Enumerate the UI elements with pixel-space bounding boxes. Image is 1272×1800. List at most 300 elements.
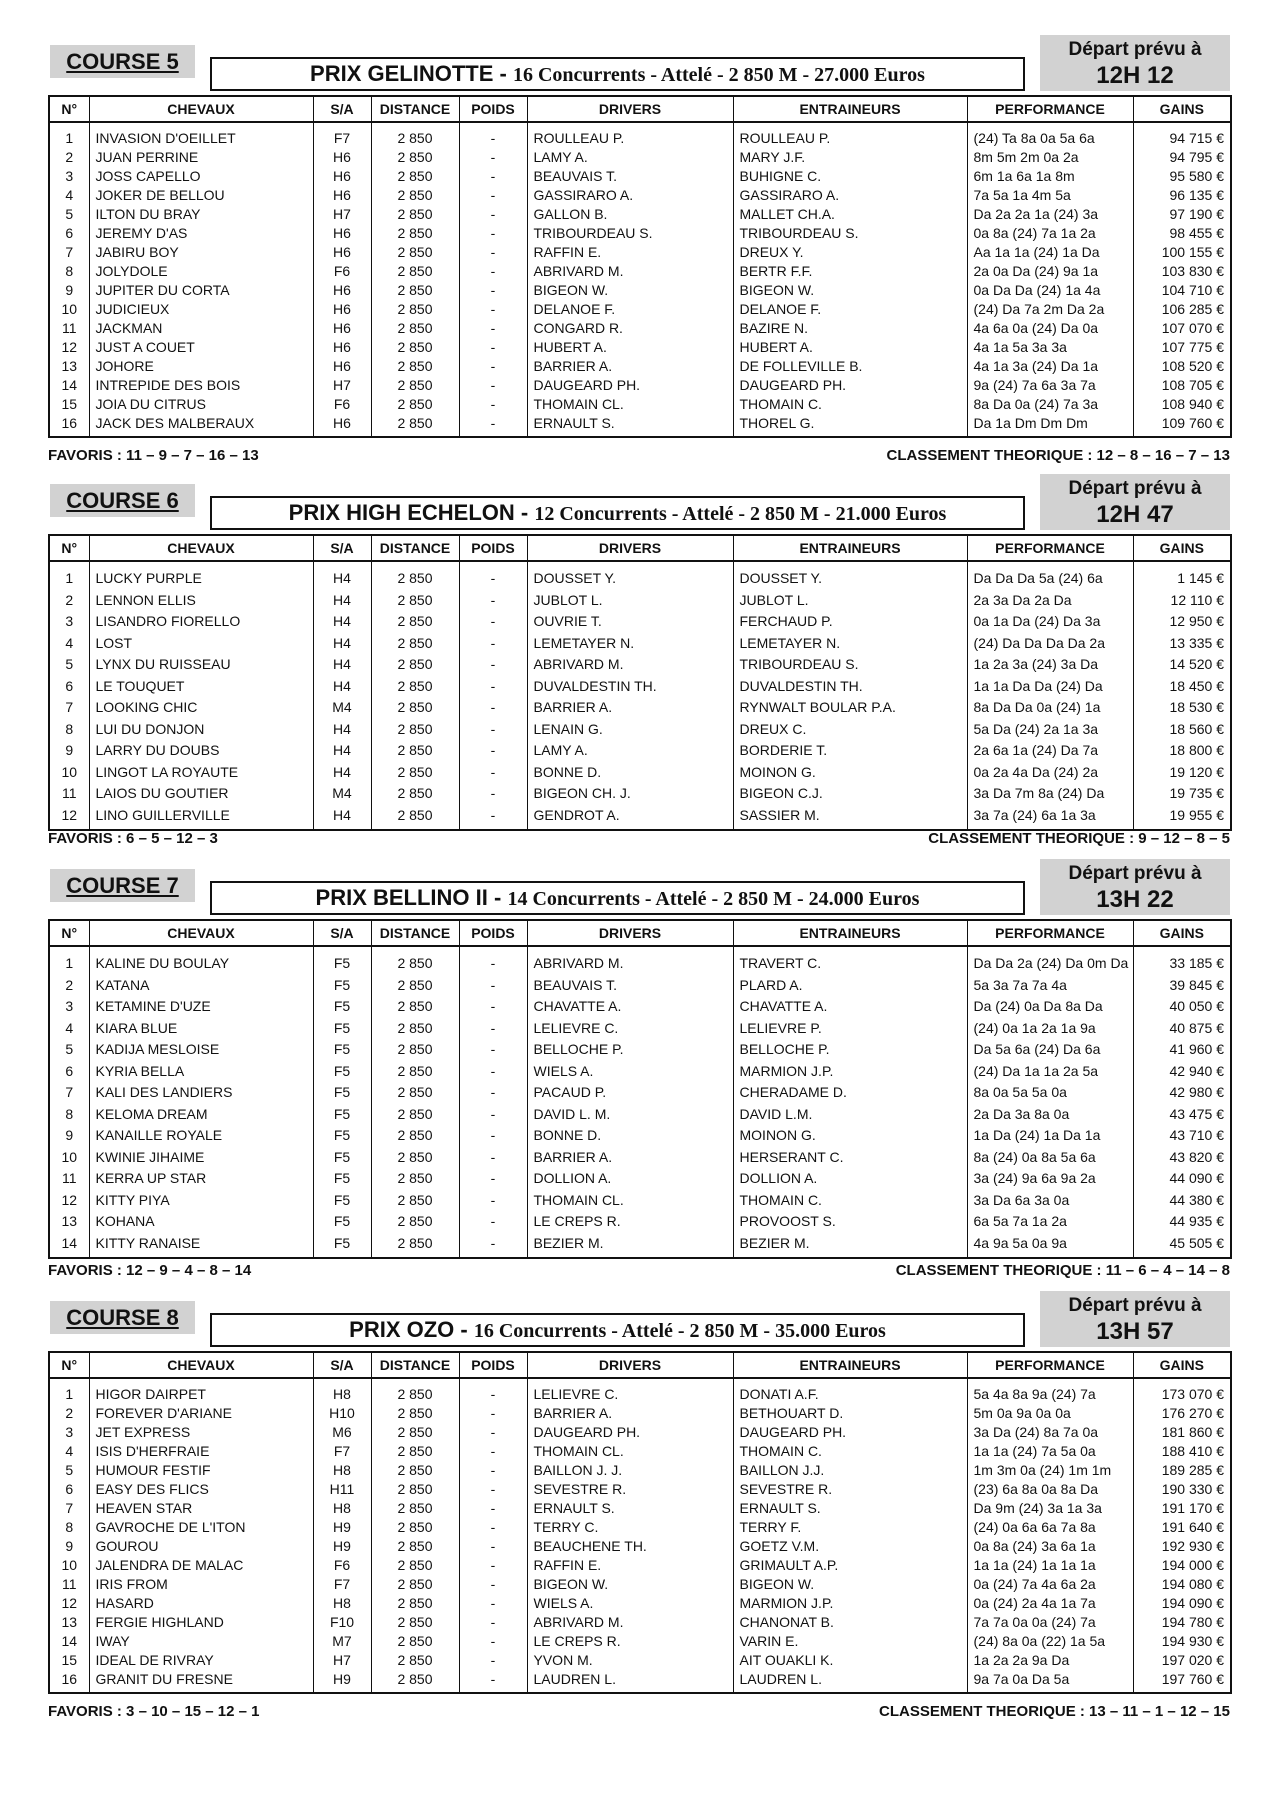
- sex-age: F5: [313, 1104, 371, 1126]
- performance: 0a Da Da (24) 1a 4a: [967, 281, 1133, 300]
- driver: BIGEON CH. J.: [527, 783, 733, 805]
- col-gains-header: GAINS: [1133, 920, 1231, 946]
- race-info: 16 Concurrents - Attelé - 2 850 M - 35.000 Euros: [473, 1320, 886, 1342]
- course-label: COURSE 6: [50, 484, 195, 517]
- sex-age: F7: [313, 122, 371, 148]
- performance: 3a Da 6a 3a 0a: [967, 1190, 1133, 1212]
- gains: 43 475 €: [1133, 1104, 1231, 1126]
- horse-name: KERRA UP STAR: [89, 1168, 313, 1190]
- sex-age: H6: [313, 319, 371, 338]
- trainer: MARMION J.P.: [733, 1061, 967, 1083]
- trainer: RYNWALT BOULAR P.A.: [733, 697, 967, 719]
- performance: Da Da 2a (24) Da 0m Da: [967, 946, 1133, 975]
- horse-name: LAIOS DU GOUTIER: [89, 783, 313, 805]
- horse-name: KITTY PIYA: [89, 1190, 313, 1212]
- driver: BAILLON J. J.: [527, 1461, 733, 1480]
- horse-name: KETAMINE D'UZE: [89, 996, 313, 1018]
- col-driver-header: DRIVERS: [527, 920, 733, 946]
- table-row: [49, 122, 1231, 148]
- gains: 96 135 €: [1133, 186, 1231, 205]
- gains: 100 155 €: [1133, 243, 1231, 262]
- trainer: SEVESTRE R.: [733, 1480, 967, 1499]
- gains: 19 120 €: [1133, 762, 1231, 784]
- driver: DAVID L. M.: [527, 1104, 733, 1126]
- start-time-label: Départ prévu à: [1068, 39, 1202, 60]
- driver: LAUDREN L.: [527, 1670, 733, 1693]
- performance: 6m 1a 6a 1a 8m: [967, 167, 1133, 186]
- sex-age: F5: [313, 1233, 371, 1259]
- driver: LEMETAYER N.: [527, 633, 733, 655]
- runner-number: 4: [49, 633, 89, 655]
- sex-age: F5: [313, 946, 371, 975]
- sex-age: F5: [313, 1061, 371, 1083]
- distance: 2 850: [371, 186, 459, 205]
- sex-age: F6: [313, 262, 371, 281]
- table-row: [49, 1082, 1231, 1104]
- runner-number: 10: [49, 1147, 89, 1169]
- start-time: 12H 12: [1096, 62, 1174, 89]
- performance: 7a 5a 1a 4m 5a: [967, 186, 1133, 205]
- gains: 173 070 €: [1133, 1378, 1231, 1404]
- table-row: [49, 1442, 1231, 1461]
- runner-number: 12: [49, 338, 89, 357]
- runner-number: 4: [49, 1018, 89, 1040]
- col-horse-header: CHEVAUX: [89, 535, 313, 561]
- performance: 0a 2a 4a Da (24) 2a: [967, 762, 1133, 784]
- performance: 5a Da (24) 2a 1a 3a: [967, 719, 1133, 741]
- performance: (24) Da 7a 2m Da 2a: [967, 300, 1133, 319]
- distance: 2 850: [371, 1575, 459, 1594]
- distance: 2 850: [371, 1632, 459, 1651]
- gains: 45 505 €: [1133, 1233, 1231, 1259]
- weight: -: [459, 719, 527, 741]
- sex-age: F6: [313, 395, 371, 414]
- col-weight-header: POIDS: [459, 920, 527, 946]
- horse-name: LISANDRO FIORELLO: [89, 611, 313, 633]
- table-row: [49, 1556, 1231, 1575]
- sex-age: H4: [313, 611, 371, 633]
- runner-number: 14: [49, 376, 89, 395]
- col-number-header: N°: [49, 96, 89, 122]
- trainer: BIGEON W.: [733, 1575, 967, 1594]
- performance: Da Da Da 5a (24) 6a: [967, 561, 1133, 590]
- gains: 18 450 €: [1133, 676, 1231, 698]
- weight: -: [459, 1211, 527, 1233]
- sex-age: H6: [313, 243, 371, 262]
- table-row: [49, 1061, 1231, 1083]
- horse-name: KALI DES LANDIERS: [89, 1082, 313, 1104]
- driver: BEAUVAIS T.: [527, 975, 733, 997]
- driver: BONNE D.: [527, 762, 733, 784]
- gains: 33 185 €: [1133, 946, 1231, 975]
- driver: BONNE D.: [527, 1125, 733, 1147]
- performance: 5m 0a 9a 0a 0a: [967, 1404, 1133, 1423]
- trainer: BAILLON J.J.: [733, 1461, 967, 1480]
- distance: 2 850: [371, 805, 459, 831]
- horse-name: INVASION D'OEILLET: [89, 122, 313, 148]
- start-time: 13H 22: [1096, 886, 1174, 913]
- performance: 8a (24) 0a 8a 5a 6a: [967, 1147, 1133, 1169]
- distance: 2 850: [371, 1378, 459, 1404]
- distance: 2 850: [371, 633, 459, 655]
- weight: -: [459, 281, 527, 300]
- driver: THOMAIN CL.: [527, 1190, 733, 1212]
- course-label: COURSE 7: [50, 869, 195, 902]
- performance: 5a 3a 7a 7a 4a: [967, 975, 1133, 997]
- sex-age: F5: [313, 1190, 371, 1212]
- table-row: [49, 633, 1231, 655]
- weight: -: [459, 376, 527, 395]
- trainer: MARMION J.P.: [733, 1594, 967, 1613]
- trainer: DOUSSET Y.: [733, 561, 967, 590]
- race-title-separator: -: [487, 885, 508, 910]
- runner-number: 10: [49, 762, 89, 784]
- weight: -: [459, 338, 527, 357]
- horse-name: LUI DU DONJON: [89, 719, 313, 741]
- course-label: COURSE 5: [50, 45, 195, 78]
- trainer: SASSIER M.: [733, 805, 967, 831]
- sex-age: F5: [313, 1039, 371, 1061]
- table-row: [49, 167, 1231, 186]
- distance: 2 850: [371, 719, 459, 741]
- table-row: [49, 338, 1231, 357]
- trainer: DE FOLLEVILLE B.: [733, 357, 967, 376]
- driver: YVON M.: [527, 1651, 733, 1670]
- performance: (24) Da 1a 1a 2a 5a: [967, 1061, 1133, 1083]
- weight: -: [459, 946, 527, 975]
- weight: -: [459, 186, 527, 205]
- col-gains-header: GAINS: [1133, 96, 1231, 122]
- sex-age: F5: [313, 1018, 371, 1040]
- col-horse-header: CHEVAUX: [89, 1352, 313, 1378]
- driver: CHAVATTE A.: [527, 996, 733, 1018]
- driver: WIELS A.: [527, 1594, 733, 1613]
- table-row: [49, 281, 1231, 300]
- horse-name: LINO GUILLERVILLE: [89, 805, 313, 831]
- trainer: MOINON G.: [733, 762, 967, 784]
- col-performance-header: PERFORMANCE: [967, 96, 1133, 122]
- runner-number: 10: [49, 1556, 89, 1575]
- runner-number: 16: [49, 1670, 89, 1693]
- trainer: LELIEVRE P.: [733, 1018, 967, 1040]
- horse-name: FOREVER D'ARIANE: [89, 1404, 313, 1423]
- course-label: COURSE 8: [50, 1301, 195, 1334]
- trainer: LAUDREN L.: [733, 1670, 967, 1693]
- distance: 2 850: [371, 1039, 459, 1061]
- table-row: [49, 1632, 1231, 1651]
- horse-name: JABIRU BOY: [89, 243, 313, 262]
- performance: 1a 2a 2a 9a Da: [967, 1651, 1133, 1670]
- sex-age: H7: [313, 376, 371, 395]
- gains: 94 715 €: [1133, 122, 1231, 148]
- trainer: TERRY F.: [733, 1518, 967, 1537]
- horse-name: GOUROU: [89, 1537, 313, 1556]
- weight: -: [459, 1499, 527, 1518]
- weight: -: [459, 1537, 527, 1556]
- driver: DELANOE F.: [527, 300, 733, 319]
- sex-age: H6: [313, 148, 371, 167]
- runner-number: 9: [49, 1537, 89, 1556]
- runner-number: 8: [49, 262, 89, 281]
- col-weight-header: POIDS: [459, 1352, 527, 1378]
- runners-table: [48, 534, 1232, 831]
- gains: 94 795 €: [1133, 148, 1231, 167]
- driver: WIELS A.: [527, 1061, 733, 1083]
- runner-number: 5: [49, 1039, 89, 1061]
- runner-number: 2: [49, 148, 89, 167]
- runner-number: 3: [49, 996, 89, 1018]
- classement-theorique: CLASSEMENT THEORIQUE : 9 – 12 – 8 – 5: [928, 830, 1230, 847]
- horse-name: JOLYDOLE: [89, 262, 313, 281]
- runner-number: 1: [49, 122, 89, 148]
- trainer: BUHIGNE C.: [733, 167, 967, 186]
- performance: 1a 1a Da Da (24) Da: [967, 676, 1133, 698]
- gains: 42 940 €: [1133, 1061, 1231, 1083]
- col-number-header: N°: [49, 920, 89, 946]
- table-row: [49, 1018, 1231, 1040]
- col-sex-age-header: S/A: [313, 96, 371, 122]
- trainer: ERNAULT S.: [733, 1499, 967, 1518]
- runner-number: 2: [49, 1404, 89, 1423]
- table-header-row: [49, 535, 1231, 561]
- table-row: [49, 243, 1231, 262]
- race-name: PRIX HIGH ECHELON: [288, 500, 515, 525]
- race-name: PRIX OZO: [349, 1317, 455, 1342]
- runner-number: 6: [49, 1480, 89, 1499]
- trainer: DOLLION A.: [733, 1168, 967, 1190]
- start-time-label: Départ prévu à: [1068, 1295, 1202, 1316]
- table-header-row: [49, 96, 1231, 122]
- performance: 4a 1a 3a (24) Da 1a: [967, 357, 1133, 376]
- table-row: [49, 1404, 1231, 1423]
- gains: 43 820 €: [1133, 1147, 1231, 1169]
- performance: 0a 1a Da (24) Da 3a: [967, 611, 1133, 633]
- horse-name: EASY DES FLICS: [89, 1480, 313, 1499]
- start-time-box: [1040, 859, 1230, 915]
- table-row: [49, 1190, 1231, 1212]
- weight: -: [459, 996, 527, 1018]
- runners-table: [48, 1351, 1232, 1694]
- driver: LELIEVRE C.: [527, 1378, 733, 1404]
- distance: 2 850: [371, 414, 459, 437]
- classement-theorique: CLASSEMENT THEORIQUE : 13 – 11 – 1 – 12 – 15: [879, 1703, 1230, 1720]
- weight: -: [459, 1518, 527, 1537]
- driver: LE CREPS R.: [527, 1211, 733, 1233]
- runner-number: 1: [49, 1378, 89, 1404]
- weight: -: [459, 395, 527, 414]
- table-row: [49, 1125, 1231, 1147]
- runner-number: 13: [49, 1211, 89, 1233]
- performance: 3a (24) 9a 6a 9a 2a: [967, 1168, 1133, 1190]
- col-sex-age-header: S/A: [313, 920, 371, 946]
- gains: 197 020 €: [1133, 1651, 1231, 1670]
- performance: 1a 1a (24) 7a 5a 0a: [967, 1442, 1133, 1461]
- sex-age: H6: [313, 300, 371, 319]
- sex-age: M6: [313, 1423, 371, 1442]
- race-title-separator: -: [454, 1317, 474, 1342]
- trainer: DONATI A.F.: [733, 1378, 967, 1404]
- performance: Da 5a 6a (24) Da 6a: [967, 1039, 1133, 1061]
- distance: 2 850: [371, 1670, 459, 1693]
- driver: DOUSSET Y.: [527, 561, 733, 590]
- gains: 12 110 €: [1133, 590, 1231, 612]
- sex-age: H6: [313, 281, 371, 300]
- distance: 2 850: [371, 224, 459, 243]
- runner-number: 5: [49, 654, 89, 676]
- col-driver-header: DRIVERS: [527, 1352, 733, 1378]
- runners-table: [48, 919, 1232, 1259]
- horse-name: KELOMA DREAM: [89, 1104, 313, 1126]
- weight: -: [459, 243, 527, 262]
- gains: 109 760 €: [1133, 414, 1231, 437]
- weight: -: [459, 697, 527, 719]
- distance: 2 850: [371, 697, 459, 719]
- performance: 2a 0a Da (24) 9a 1a: [967, 262, 1133, 281]
- horse-name: KYRIA BELLA: [89, 1061, 313, 1083]
- performance: 0a (24) 2a 4a 1a 7a: [967, 1594, 1133, 1613]
- trainer: TRIBOURDEAU S.: [733, 224, 967, 243]
- driver: ERNAULT S.: [527, 1499, 733, 1518]
- start-time: 12H 47: [1096, 501, 1174, 528]
- horse-name: KATANA: [89, 975, 313, 997]
- race-title: [210, 881, 1025, 915]
- distance: 2 850: [371, 590, 459, 612]
- driver: ERNAULT S.: [527, 414, 733, 437]
- runner-number: 11: [49, 783, 89, 805]
- weight: -: [459, 1147, 527, 1169]
- gains: 190 330 €: [1133, 1480, 1231, 1499]
- gains: 103 830 €: [1133, 262, 1231, 281]
- horse-name: JOKER DE BELLOU: [89, 186, 313, 205]
- runner-number: 3: [49, 611, 89, 633]
- trainer: MARY J.F.: [733, 148, 967, 167]
- runner-number: 9: [49, 1125, 89, 1147]
- table-row: [49, 1499, 1231, 1518]
- sex-age: H4: [313, 740, 371, 762]
- distance: 2 850: [371, 1499, 459, 1518]
- weight: -: [459, 122, 527, 148]
- distance: 2 850: [371, 1423, 459, 1442]
- gains: 44 380 €: [1133, 1190, 1231, 1212]
- trainer: CHANONAT B.: [733, 1613, 967, 1632]
- distance: 2 850: [371, 783, 459, 805]
- sex-age: H9: [313, 1670, 371, 1693]
- table-header-row: [49, 1352, 1231, 1378]
- performance: 0a 8a (24) 3a 6a 1a: [967, 1537, 1133, 1556]
- sex-age: F7: [313, 1575, 371, 1594]
- table-row: [49, 357, 1231, 376]
- sex-age: H7: [313, 1651, 371, 1670]
- horse-name: LYNX DU RUISSEAU: [89, 654, 313, 676]
- horse-name: JACK DES MALBERAUX: [89, 414, 313, 437]
- distance: 2 850: [371, 561, 459, 590]
- trainer: MALLET CH.A.: [733, 205, 967, 224]
- sex-age: H8: [313, 1499, 371, 1518]
- trainer: BELLOCHE P.: [733, 1039, 967, 1061]
- gains: 188 410 €: [1133, 1442, 1231, 1461]
- col-weight-header: POIDS: [459, 535, 527, 561]
- table-row: [49, 1211, 1231, 1233]
- table-row: [49, 1480, 1231, 1499]
- weight: -: [459, 561, 527, 590]
- sex-age: F5: [313, 1082, 371, 1104]
- driver: BARRIER A.: [527, 357, 733, 376]
- driver: BEZIER M.: [527, 1233, 733, 1259]
- driver: BEAUCHENE TH.: [527, 1537, 733, 1556]
- runner-number: 2: [49, 975, 89, 997]
- runner-number: 4: [49, 1442, 89, 1461]
- gains: 107 070 €: [1133, 319, 1231, 338]
- weight: -: [459, 1480, 527, 1499]
- trainer: TRIBOURDEAU S.: [733, 654, 967, 676]
- classement-theorique: CLASSEMENT THEORIQUE : 12 – 8 – 16 – 7 – 13: [886, 447, 1230, 464]
- sex-age: H8: [313, 1378, 371, 1404]
- horse-name: JEREMY D'AS: [89, 224, 313, 243]
- horse-name: LENNON ELLIS: [89, 590, 313, 612]
- table-row: [49, 1613, 1231, 1632]
- start-time: 13H 57: [1096, 1318, 1174, 1345]
- distance: 2 850: [371, 1104, 459, 1126]
- race-title: [210, 57, 1025, 91]
- table-row: [49, 1378, 1231, 1404]
- runner-number: 11: [49, 1575, 89, 1594]
- driver: LENAIN G.: [527, 719, 733, 741]
- distance: 2 850: [371, 1404, 459, 1423]
- gains: 19 735 €: [1133, 783, 1231, 805]
- gains: 97 190 €: [1133, 205, 1231, 224]
- table-row: [49, 1537, 1231, 1556]
- gains: 42 980 €: [1133, 1082, 1231, 1104]
- sex-age: F5: [313, 1168, 371, 1190]
- trainer: BAZIRE N.: [733, 319, 967, 338]
- weight: -: [459, 1233, 527, 1259]
- col-performance-header: PERFORMANCE: [967, 535, 1133, 561]
- distance: 2 850: [371, 262, 459, 281]
- driver: ABRIVARD M.: [527, 262, 733, 281]
- table-row: [49, 996, 1231, 1018]
- table-row: [49, 1575, 1231, 1594]
- horse-name: LOST: [89, 633, 313, 655]
- performance: 0a (24) 7a 4a 6a 2a: [967, 1575, 1133, 1594]
- gains: 191 640 €: [1133, 1518, 1231, 1537]
- weight: -: [459, 1039, 527, 1061]
- col-sex-age-header: S/A: [313, 535, 371, 561]
- table-row: [49, 783, 1231, 805]
- col-gains-header: GAINS: [1133, 1352, 1231, 1378]
- table-row: [49, 148, 1231, 167]
- distance: 2 850: [371, 1461, 459, 1480]
- distance: 2 850: [371, 281, 459, 300]
- weight: -: [459, 224, 527, 243]
- performance: 1a 1a (24) 1a 1a 1a: [967, 1556, 1133, 1575]
- runner-number: 11: [49, 1168, 89, 1190]
- col-driver-header: DRIVERS: [527, 535, 733, 561]
- horse-name: JUAN PERRINE: [89, 148, 313, 167]
- runner-number: 1: [49, 946, 89, 975]
- col-trainer-header: ENTRAINEURS: [733, 1352, 967, 1378]
- driver: BIGEON W.: [527, 281, 733, 300]
- weight: -: [459, 975, 527, 997]
- runner-number: 6: [49, 676, 89, 698]
- horse-name: IDEAL DE RIVRAY: [89, 1651, 313, 1670]
- driver: ABRIVARD M.: [527, 654, 733, 676]
- horse-name: KWINIE JIHAIME: [89, 1147, 313, 1169]
- weight: -: [459, 805, 527, 831]
- trainer: GOETZ V.M.: [733, 1537, 967, 1556]
- weight: -: [459, 1018, 527, 1040]
- performance: 8a 0a 5a 5a 0a: [967, 1082, 1133, 1104]
- driver: TERRY C.: [527, 1518, 733, 1537]
